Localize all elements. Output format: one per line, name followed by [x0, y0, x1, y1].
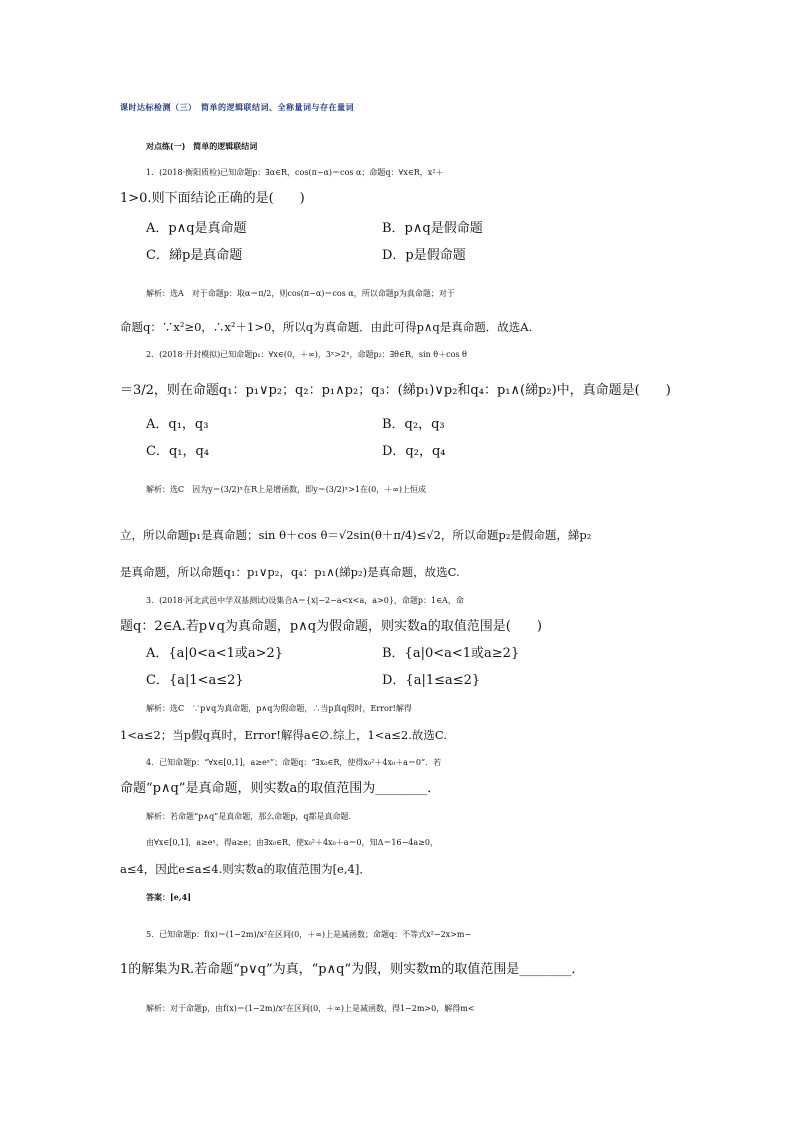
q4-answer: 答案：[e,4]: [146, 892, 192, 902]
q3-stem-line1: 3．(2018·河北武邑中学双基测试)设集合A＝{x|−2−a<x<a，a>0}，命题p：1∈A，命: [146, 596, 464, 605]
q2-stem-line2: ＝3/2，则在命题q₁：p₁∨p₂；q₂：p₁∧p₂；q₃：(綈p₁)∨p₂和q₄：p₁∧(綈p₂)中，真命题是( ): [120, 383, 671, 398]
q3-stem-line2: 题q：2∈A.若p∨q为真命题，p∧q为假命题，则实数a的取值范围是( ): [120, 619, 542, 634]
q5-stem-line1: 5．已知命题p：f(x)＝(1−2m)/x²在区间(0，＋∞)上是减函数；命题q：不等式x²−2x>m−: [146, 930, 472, 939]
q2-option-d: D．q₂，q₄: [382, 444, 446, 459]
q2-option-c: C．q₁，q₄: [146, 444, 210, 459]
q3-option-c: C．{a|1<a≤2}: [146, 673, 244, 688]
q2-option-a: A．q₁，q₃: [146, 417, 209, 432]
q3-analysis-line2: 1<a≤2；当p假q真时，Error!解得a∈∅.综上，1<a≤2.故选C.: [120, 728, 447, 742]
q3-option-b: B．{a|0<a<1或a≥2}: [382, 646, 520, 661]
q1-stem-line2: 1>0.则下面结论正确的是( ): [120, 191, 305, 206]
q3-analysis-line1: 解析：选C ∵p∨q为真命题，p∧q为假命题，∴当p真q假时，Error!解得: [146, 704, 412, 713]
q1-stem-line1: 1．(2018·衡阳质检)已知命题p：∃α∈R，cos(π−α)＝cos α；命题q：∀x∈R，x²＋: [146, 168, 444, 177]
q2-analysis-line1: 解析：选C 因为y＝(3/2)ˣ在R上是增函数，即y＝(3/2)ˣ>1在(0，＋∞)上恒成: [146, 485, 426, 494]
q1-option-d: D．p是假命题: [382, 248, 466, 263]
q4-stem-line2: 命题“p∧q”是真命题，则实数a的取值范围为________．: [120, 781, 441, 796]
q1-option-a: A．p∧q是真命题: [146, 221, 247, 236]
q2-analysis-line2: 立，所以命题p₁是真命题；sin θ＋cos θ＝√2sin(θ＋π/4)≤√2，所以命题p₂是假命题，綈p₂: [120, 528, 592, 542]
q1-option-b: B．p∧q是假命题: [382, 221, 483, 236]
q2-analysis-line3: 是真命题，所以命题q₁：p₁∨p₂，q₄：p₁∧(綈p₂)是真命题，故选C.: [120, 565, 460, 579]
page-title: 课时达标检测（三） 简单的逻辑联结词、全称量词与存在量词: [120, 103, 354, 112]
q1-analysis-line2: 命题q：∵x²≥0，∴x²＋1>0，所以q为真命题．由此可得p∧q是真命题．故选A.: [120, 320, 533, 334]
q5-stem-line2: 1的解集为R.若命题“p∨q”为真，“p∧q”为假，则实数m的取值范围是________．: [120, 962, 585, 977]
q3-option-a: A．{a|0<a<1或a>2}: [146, 646, 284, 661]
q4-stem-line1: 4．已知命题p：“∀x∈[0,1]，a≥eˣ”；命题q：“∃x₀∈R，使得x₀²＋4x₀＋a＝0”．若: [146, 758, 442, 767]
q2-option-b: B．q₂，q₃: [382, 417, 445, 432]
q3-option-d: D．{a|1≤a≤2}: [382, 673, 481, 688]
q4-analysis-line3: a≤4，因此e≤a≤4.则实数a的取值范围为[e,4]．: [120, 862, 371, 876]
section-heading: 对点练(一) 简单的逻辑联结词: [146, 142, 258, 151]
q1-option-c: C．綈p是真命题: [146, 248, 243, 263]
q2-stem-line1: 2．(2018·开封模拟)已知命题p₁：∀x∈(0，＋∞)，3ˣ>2ˣ，命题p₂：∃θ∈R，sin θ＋cos θ: [146, 350, 467, 359]
q4-analysis-line2: 由∀x∈[0,1]，a≥eˣ，得a≥e；由∃x₀∈R，使x₀²＋4x₀＋a＝0，知Δ＝16−4a≥0，: [146, 838, 438, 847]
q5-analysis-line1: 解析：对于命题p，由f(x)＝(1−2m)/x²在区间(0，＋∞)上是减函数，得1−2m>0，解得m<: [146, 1004, 475, 1013]
q1-analysis-line1: 解析：选A 对于命题p：取α＝π/2，则cos(π−α)＝cos α，所以命题p为真命题；对于: [146, 289, 455, 298]
q4-analysis-line1: 解析：若命题“p∧q”是真命题，那么命题p，q都是真命题．: [146, 812, 357, 821]
